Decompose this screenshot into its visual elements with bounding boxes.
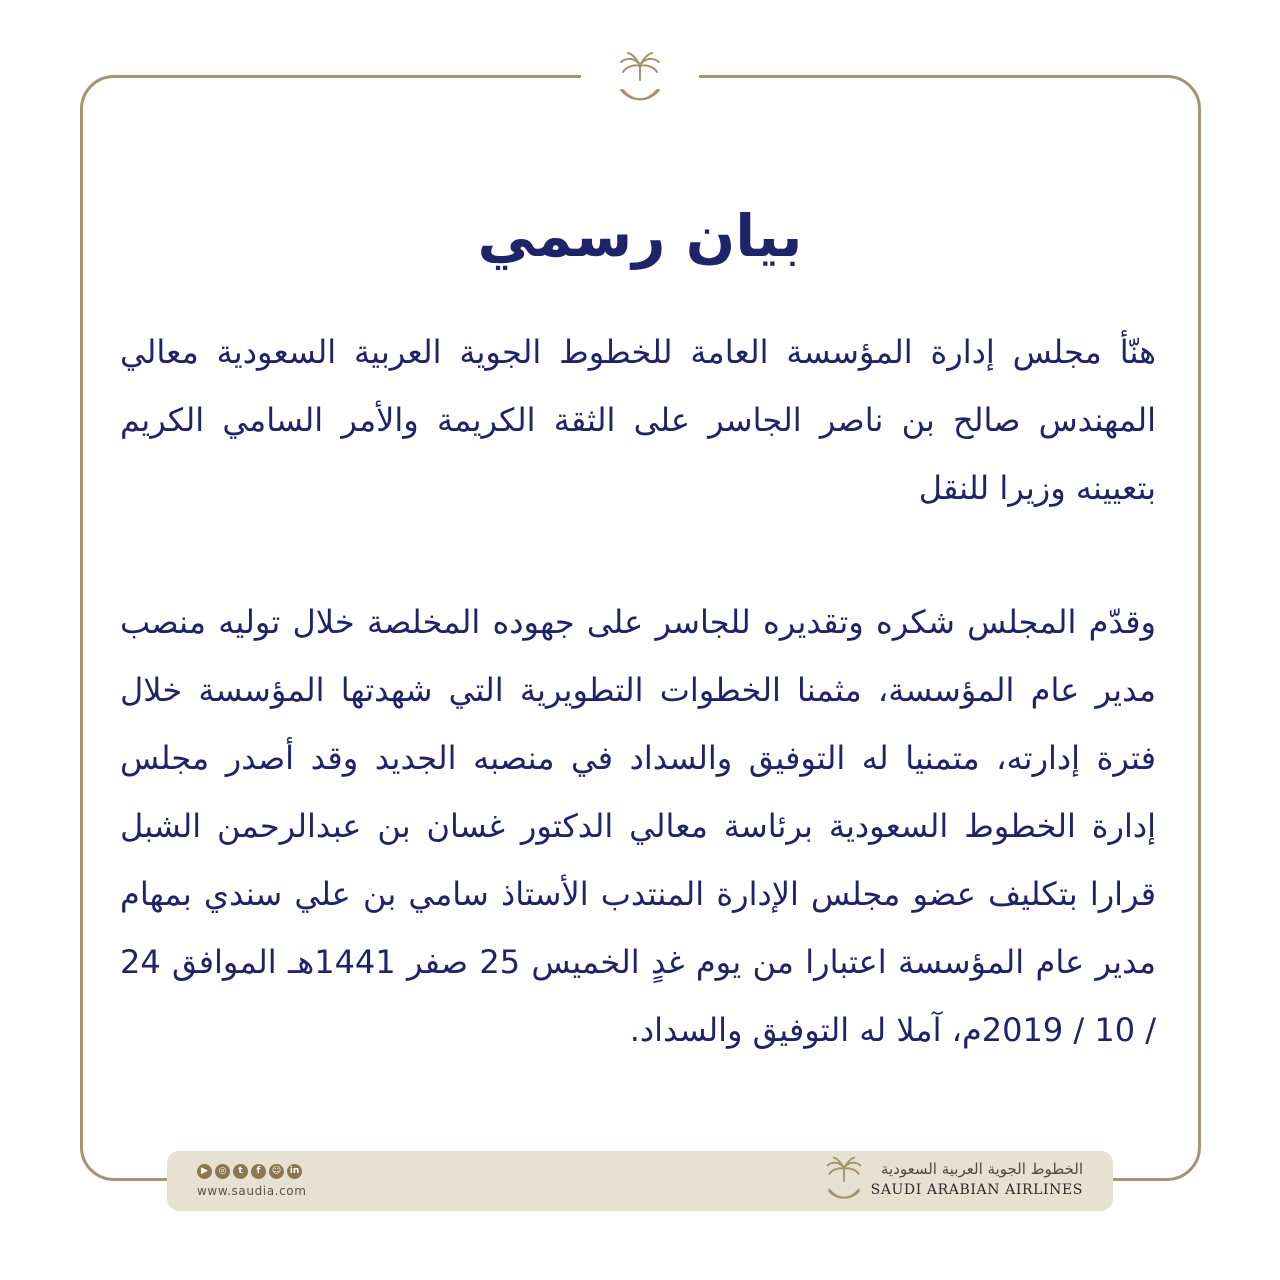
instagram-icon[interactable]: ◎ (215, 1164, 230, 1179)
palm-swords-icon (822, 1155, 866, 1207)
brand-name-english: SAUDI ARABIAN AIRLINES (870, 1182, 1083, 1198)
youtube-icon[interactable]: ▶ (197, 1164, 212, 1179)
page-title: بيان رسمي (477, 202, 803, 270)
statement-body (120, 318, 1156, 1064)
footer-bar (167, 1151, 1113, 1211)
saudia-emblem-top (581, 40, 699, 120)
social-icons (197, 1164, 302, 1179)
website-link[interactable]: www.saudia.com (197, 1184, 307, 1198)
statement-paragraph: وقدّم المجلس شكره وتقديره للجاسر على جهوده المخلصة خلال توليه منصب مدير عام المؤسسة، مثمنا الخطوات التطويرية التي شهدتها المؤسسة خلال فترة إدارته، متمنيا له التوفيق والسداد في منصبه الجديد وقد أصدر مجلس إدارة الخطوط السعودية برئاسة معالي الدكتور غسان بن عبدالرحمن الشبل قرارا بتكليف عضو مجلس الإدارة المنتدب الأستاذ سامي بن علي سندي بمهام مدير عام المؤسسة اعتبارا من يوم غدٍ الخميس 25 صفر 1441هـ الموافق 24 / 10 / 2019م، آملا له التوفيق والسداد. (120, 603, 1157, 1049)
facebook-icon[interactable]: f (251, 1164, 266, 1179)
snapchat-icon[interactable]: ☺ (269, 1164, 284, 1179)
linkedin-icon[interactable]: in (287, 1164, 302, 1179)
twitter-icon[interactable]: t (233, 1164, 248, 1179)
brand-name-arabic: الخطوط الجوية العربية السعودية (880, 1160, 1083, 1178)
statement-paragraph: هنّأ مجلس إدارة المؤسسة العامة للخطوط الجوية العربية السعودية معالي المهندس صالح بن ناصر الجاسر على الثقة الكريمة والأمر السامي الكريم بتعيينه وزيرا للنقل (120, 333, 1156, 507)
palm-swords-icon (615, 50, 665, 110)
